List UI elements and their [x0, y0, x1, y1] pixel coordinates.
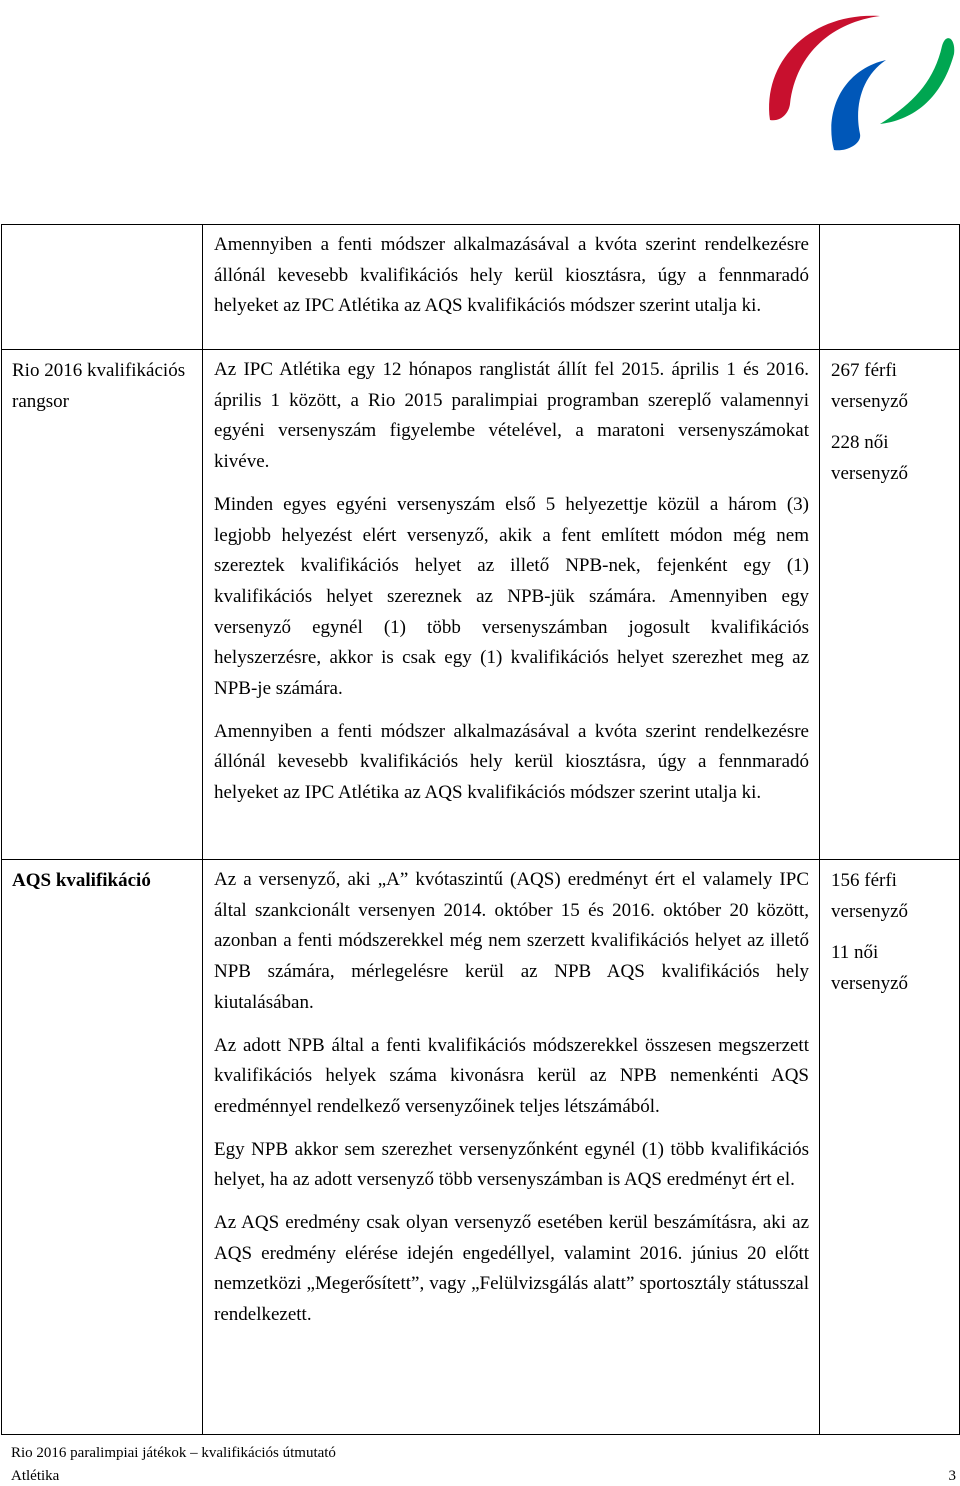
ranking-quota-men: 267 férfi versenyző: [831, 360, 909, 412]
aqs-paragraph-2: Az adott NPB által a fenti kvalifikációs módszerekkel összesen megszerzett kvalifikációs helyek száma kivonásra kerül az NPB nemenkénti AQS eredménnyel rendelkező versenyzőinek teljes létszámából.: [214, 1034, 809, 1117]
ipc-agitos-logo: [762, 2, 958, 152]
ranking-heading-cell: [2, 350, 203, 860]
ranking-paragraph-3: Amennyiben a fenti módszer alkalmazásával a kvóta szerint rendelkezésre állónál kevesebb kvalifikációs hely kerül kiosztásra, úgy a fennmaradó helyeket az IPC Atlétika az AQS kvalifikációs módszer szerint utalja ki.: [214, 720, 809, 804]
agitos-blue-arc: [831, 60, 886, 150]
continuation-quota-cell: [820, 225, 960, 350]
aqs-paragraph-3: Egy NPB akkor sem szerezhet versenyzőnként egynél (1) több kvalifikációs helyet, ha az adott versenyző több versenyszámban is AQS eredményt ért el.: [214, 1138, 809, 1191]
page-number: 3: [948, 1468, 956, 1484]
aqs-heading-cell: [2, 860, 203, 1435]
agitos-red-arc: [769, 16, 880, 120]
aqs-paragraph-1: Az a versenyző, aki „A” kvótaszintű (AQS) eredményt ért el valamely IPC által szankcionált versenyen 2014. október 15 és 2016. október 20 között, azonban a fenti módszerekkel még nem szerzett kvalifikációs helyet az illető NPB számára, mérlegelésre kerül az NPB AQS kvalifikációs hely kiutalásában.: [214, 869, 809, 1013]
aqs-paragraph-4: Az AQS eredmény csak olyan versenyző esetében kerül beszámításra, aki az AQS eredmény elérése idején engedéllyel, valamint 2016. június 20 előtt nemzetközi „Megerősített”, vagy „Felülvizsgálás alatt” sportosztály státusszal rendelkezett.: [214, 1212, 809, 1326]
ranking-heading: Rio 2016 kvalifikációs rangsor: [12, 360, 186, 412]
aqs-heading: AQS kvalifikáció: [12, 870, 151, 891]
footer-sport: Atlétika: [11, 1468, 60, 1484]
ranking-quota-cell: [820, 350, 960, 860]
ranking-row: [2, 350, 960, 860]
aqs-quota-men: 156 férfi versenyző: [831, 870, 909, 922]
aqs-quota-women: 11 női versenyző: [831, 942, 909, 994]
agitos-green-arc: [880, 38, 954, 124]
aqs-quota-cell: [820, 860, 960, 1435]
continuation-row: [2, 225, 960, 350]
aqs-text-cell: [203, 860, 820, 1435]
ranking-paragraph-1: Az IPC Atlétika egy 12 hónapos ranglistát állít fel 2015. április 1 és 2016. április 1 között, a Rio 2015 paralimpiai programban szereplő valamennyi egyéni versenyszám figyelembe vételével, a maratoni versenyszámokat kivéve.: [214, 359, 809, 473]
ranking-quota-women: 228 női versenyző: [831, 432, 909, 484]
ranking-paragraph-2: Minden egyes egyéni versenyszám első 5 helyezettje közül a három (3) legjobb helyezést elért versenyző, akik a fent említett módon még nem szereztek kvalifikációs helyet az illető NPB-nek, fejenként egy (1) kvalifikációs helyet szereznek az NPB-jük számára. Amennyiben egy versenyző egynél (1) több versenyszámban jogosult kvalifikációs helyszerzésre, akkor is csak egy (1) kvalifikációs helyet szerezhet meg az NPB-je számára.: [214, 493, 809, 700]
qualification-table: [1, 224, 960, 1435]
ranking-text-cell: [203, 350, 820, 860]
aqs-row: [2, 860, 960, 1435]
continuation-paragraph: Amennyiben a fenti módszer alkalmazásával a kvóta szerint rendelkezésre állónál kevesebb kvalifikációs hely kerül kiosztásra, úgy a fennmaradó helyeket az IPC Atlétika az AQS kvalifikációs módszer szerint utalja ki.: [214, 234, 809, 317]
footer-title: Rio 2016 paralimpiai játékok – kvalifikációs útmutató: [11, 1445, 336, 1461]
continuation-heading-cell: [2, 225, 203, 350]
continuation-text-cell: [203, 225, 820, 350]
